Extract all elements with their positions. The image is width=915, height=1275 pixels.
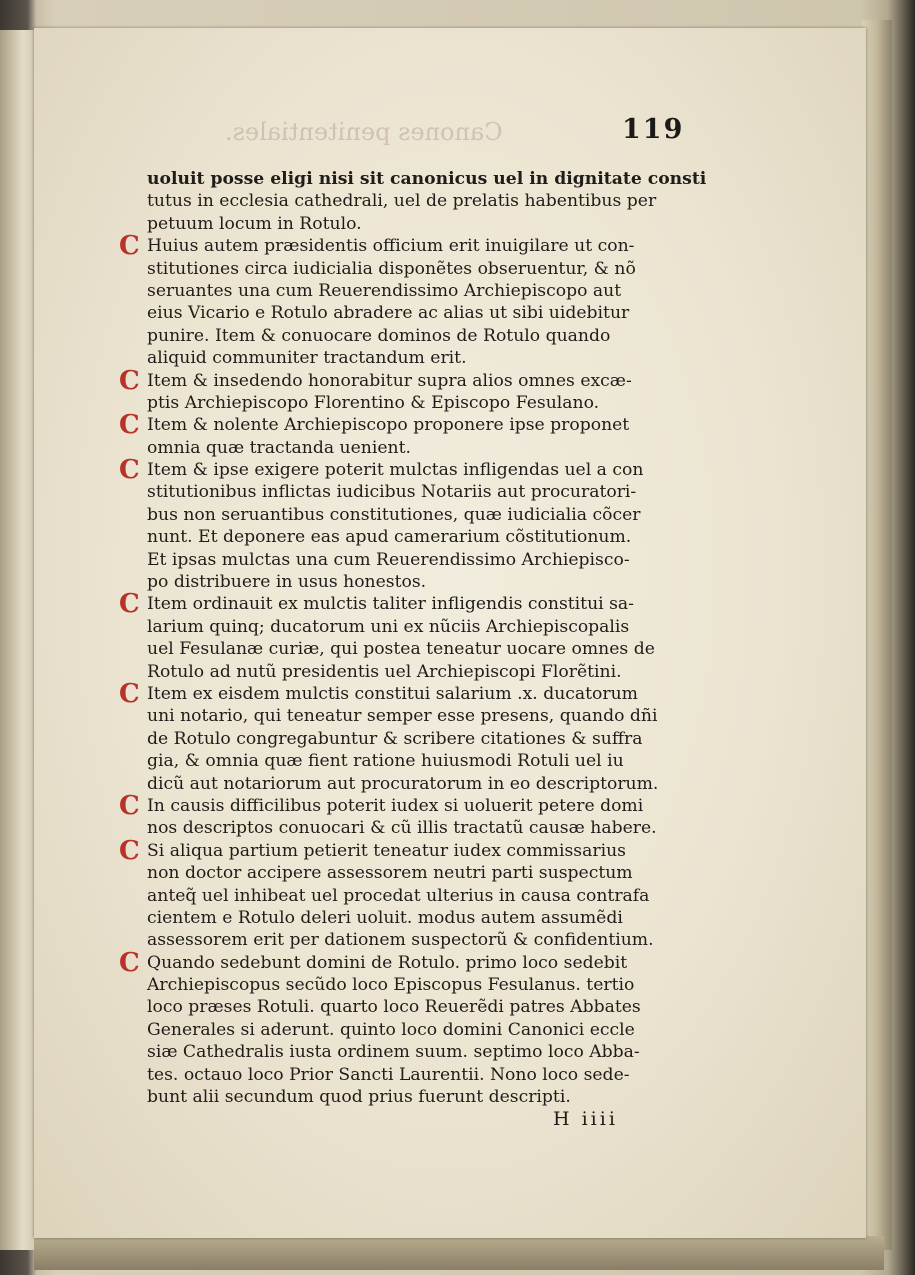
- paragraph: [119, 455, 687, 593]
- text-line: ptis Archiepiscopo Florentino & Episcopo Fesulano.: [147, 392, 600, 413]
- rubric-paragraph-mark-icon: C: [119, 947, 140, 978]
- paragraph: [119, 589, 687, 683]
- text-line: Et ipsas mulctas una cum Reuerendissimo Archiepisco-: [147, 549, 630, 570]
- text-line: cientem e Rotulo deleri uoluit. modus autem assumẽdi: [147, 907, 623, 928]
- text-line: Item & ipse exigere poterit mulctas infligendas uel a con: [147, 460, 644, 481]
- text-line: eius Vicario e Rotulo abradere ac alias ut sibi uidebitur: [147, 303, 630, 324]
- paragraph: [119, 835, 687, 952]
- text-line: bunt alii secundum quod prius fuerunt descripti.: [147, 1087, 571, 1108]
- paragraph: [119, 790, 687, 840]
- text-line: Quando sedebunt domini de Rotulo. primo loco sedebit: [147, 952, 628, 973]
- text-line: stitutionibus inflictas iudicibus Notariis aut procuratori-: [147, 482, 637, 503]
- text-line: Item & nolente Archiepiscopo proponere ipse proponet: [147, 415, 630, 436]
- rubric-paragraph-mark-icon: C: [119, 678, 140, 709]
- text-line: nunt. Et deponere eas apud camerarium cõstitutionum.: [147, 527, 632, 548]
- text-line: anteq̃ uel inhibeat uel procedat ulterius in causa contrafa: [147, 885, 650, 906]
- text-line: Item ex eisdem mulctis constitui salarium .x. ducatorum: [147, 683, 638, 704]
- rubric-paragraph-mark-icon: C: [119, 365, 140, 396]
- rubric-paragraph-mark-icon: C: [119, 835, 140, 866]
- rubric-paragraph-mark-icon: C: [119, 455, 140, 486]
- paragraph: [147, 168, 707, 235]
- paragraph: [119, 678, 687, 795]
- text-line: aliquid communiter tractandum erit.: [147, 348, 467, 369]
- text-line: Item & insedendo honorabitur supra alios omnes excæ-: [147, 370, 632, 391]
- text-line: uel Fesulanæ curiæ, qui postea teneatur uocare omnes de: [147, 639, 655, 660]
- text-line: Generales si aderunt. quinto loco domini Canonici eccle: [147, 1019, 635, 1040]
- text-line: de Rotulo congregabuntur & scribere citationes & suffra: [147, 728, 643, 749]
- text-line: uoluit posse eligi nisi sit canonicus uel in dignitate consti: [147, 169, 707, 189]
- folio-number: 119: [622, 114, 685, 145]
- text-line: Item ordinauit ex mulctis taliter infligendis constitui sa-: [147, 594, 634, 615]
- text-line: seruantes una cum Reuerendissimo Archiepiscopo aut: [147, 280, 622, 301]
- text-line: larium quinq; ducatorum uni ex nũciis Archiepiscopalis: [147, 616, 630, 637]
- text-line: stitutiones circa iudicialia disponẽtes obseruentur, & nõ: [147, 258, 636, 279]
- text-line: punire. Item & conuocare dominos de Rotulo quando: [147, 325, 611, 346]
- text-line: Rotulo ad nutũ presidentis uel Archiepiscopi Florẽtini.: [147, 661, 622, 682]
- text-line: nos descriptos conuocari & cũ illis tractatũ causæ habere.: [147, 818, 657, 839]
- text-line: In causis difficilibus poterit iudex si uoluerit petere domi: [147, 795, 644, 816]
- binding-edge: [862, 20, 892, 1250]
- page-bottom-edge: [34, 1236, 884, 1270]
- text-line: omnia quæ tractanda uenient.: [147, 437, 411, 458]
- text-line: gia, & omnia quæ fient ratione huiusmodi Rotuli uel iu: [147, 751, 624, 772]
- text-line: tes. octauo loco Prior Sancti Laurentii. Nono loco sede-: [147, 1064, 630, 1085]
- text-line: dicũ aut notariorum aut procuratorum in eo descriptorum.: [147, 773, 659, 794]
- text-line: Archiepiscopus secũdo loco Episcopus Fesulanus. tertio: [147, 975, 635, 996]
- paragraph: [119, 947, 687, 1109]
- text-line: uni notario, qui teneatur semper esse presens, quando dñi: [147, 706, 658, 727]
- rubric-paragraph-mark-icon: C: [119, 231, 140, 262]
- rubric-paragraph-mark-icon: C: [119, 589, 140, 620]
- text-line: tutus in ecclesia cathedrali, uel de prelatis habentibus per: [147, 191, 657, 212]
- text-line: Huius autem præsidentis officium erit inuigilare ut con-: [147, 236, 635, 257]
- text-line: siæ Cathedralis iusta ordinem suum. septimo loco Abba-: [147, 1042, 640, 1063]
- text-line: assessorem erit per dationem suspectorũ & confidentium.: [147, 930, 654, 951]
- signature-mark: H iiii: [553, 1108, 618, 1130]
- paragraph: [119, 231, 687, 369]
- text-line: bus non seruantibus constitutiones, quæ iudicialia cõcer: [147, 504, 641, 525]
- rubric-paragraph-mark-icon: C: [119, 410, 140, 441]
- paragraph: [119, 365, 687, 415]
- text-line: petuum locum in Rotulo.: [147, 213, 362, 234]
- text-line: loco præses Rotuli. quarto loco Reuerẽdi patres Abbates: [147, 997, 641, 1018]
- text-line: non doctor accipere assessorem neutri parti suspectum: [147, 863, 633, 884]
- text-line: Si aliqua partium petierit teneatur iudex commissarius: [147, 840, 626, 861]
- paragraph: [119, 410, 687, 459]
- rubric-paragraph-mark-icon: C: [119, 790, 140, 821]
- bleed-through-header: Canones penitentiales.: [225, 118, 503, 146]
- body-text: [119, 168, 707, 1108]
- text-line: po distribuere in usus honestos.: [147, 572, 427, 593]
